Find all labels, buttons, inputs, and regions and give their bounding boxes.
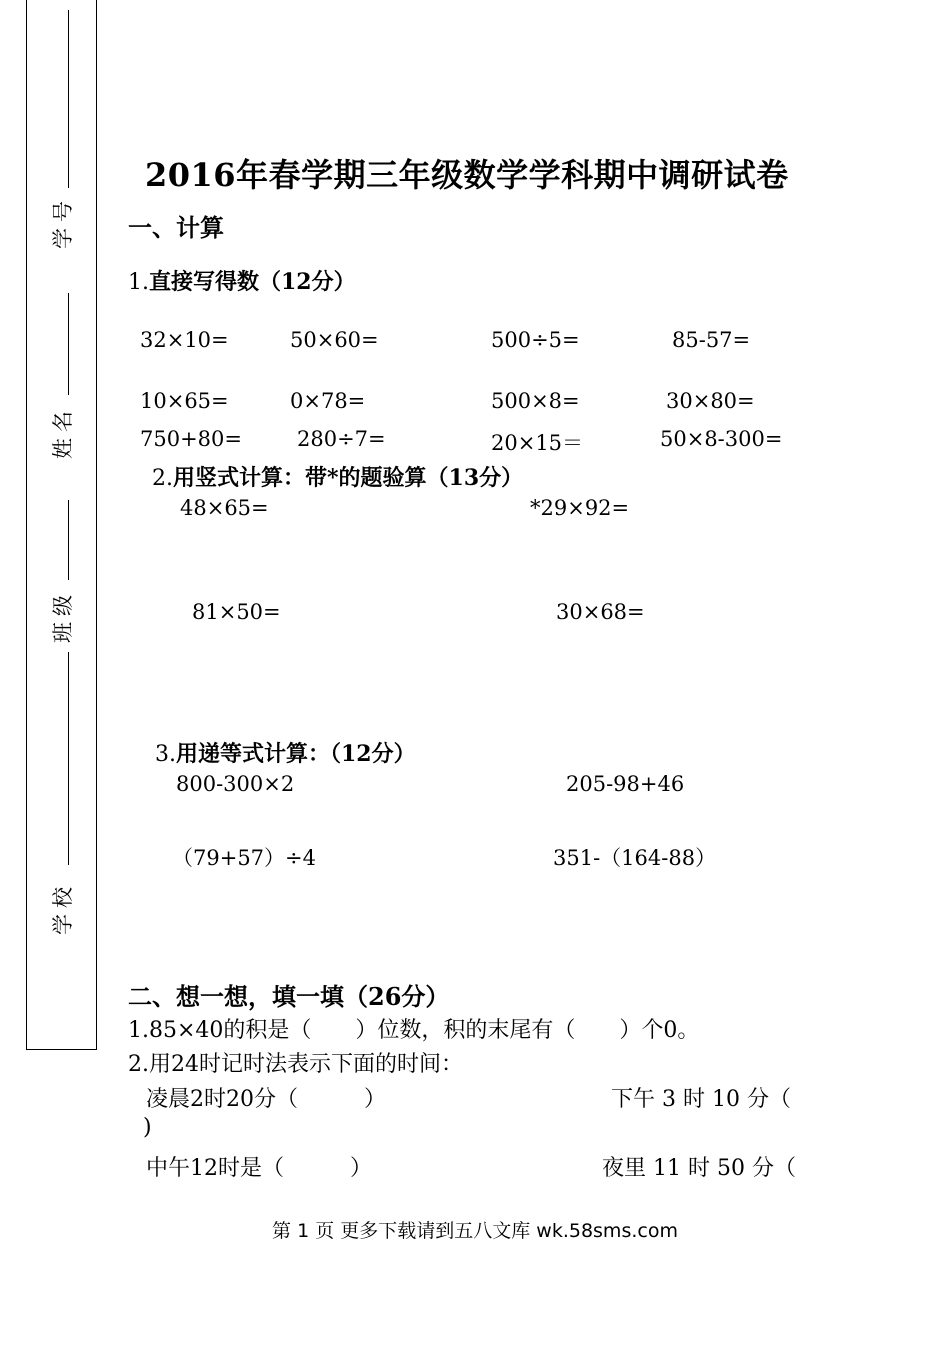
section2-heading: 二、想一想，填一填（26分）	[128, 982, 450, 1011]
q3-item: 205-98+46	[566, 772, 685, 796]
q1-item: 280÷7=	[297, 427, 386, 451]
q2-number: 2.	[152, 466, 173, 491]
q1-item: 32×10=	[140, 328, 229, 352]
page-footer: 第 1 页 更多下载请到五八文库 wk.58sms.com	[272, 1220, 678, 1242]
q2-item: 81×50=	[192, 600, 281, 624]
q1-item: 10×65=	[140, 389, 229, 413]
q1-heading	[128, 265, 356, 296]
q1-item: 20×15＝	[491, 431, 584, 455]
time-blank-close: )	[143, 1115, 152, 1140]
time-blank: 夜里 11 时 50 分（	[602, 1156, 796, 1181]
q2-item: 30×68=	[556, 600, 645, 624]
page-title: 2016年春学期三年级数学学科期中调研试卷	[145, 156, 789, 194]
q3-heading	[155, 737, 416, 768]
q3-item: 351-（164-88）	[553, 846, 717, 870]
q1-item: 0×78=	[290, 389, 366, 413]
section1-heading: 一、计算	[128, 213, 224, 242]
q2-item: *29×92=	[530, 496, 630, 520]
binding-line	[68, 293, 69, 395]
q2-heading	[152, 461, 523, 492]
q2-item: 48×65=	[180, 496, 269, 520]
time-blank: 凌晨2时20分（ ）	[146, 1087, 386, 1112]
q1-item: 85-57=	[672, 328, 751, 352]
q1-heading-text: 直接写得数（12分）	[149, 269, 356, 295]
q1-number: 1.	[128, 270, 149, 295]
q3-heading-text: 用递等式计算：（12分）	[176, 741, 416, 767]
q1-item: 500×8=	[491, 389, 580, 413]
q1-item: 750+80=	[140, 427, 242, 451]
time-blank: 中午12时是（ ）	[146, 1156, 372, 1181]
time-blank: 下午 3 时 10 分（	[611, 1087, 791, 1112]
q2-heading-text: 用竖式计算：带*的题验算（13分）	[173, 465, 524, 491]
q3-item: （79+57）÷4	[172, 846, 316, 870]
q1-item: 50×8-300=	[660, 427, 783, 451]
section2-q2: 2.用24时记时法表示下面的时间：	[128, 1052, 463, 1077]
binding-line	[68, 500, 69, 580]
q1-item: 50×60=	[290, 328, 379, 352]
q3-number: 3.	[155, 742, 176, 767]
q1-item: 30×80=	[666, 389, 755, 413]
binding-line	[68, 652, 69, 865]
q3-item: 800-300×2	[176, 772, 295, 796]
section2-q1: 1.85×40的积是（ ）位数，积的末尾有（ ）个0。	[128, 1018, 700, 1043]
binding-line	[68, 10, 69, 188]
q1-item: 500÷5=	[491, 328, 580, 352]
